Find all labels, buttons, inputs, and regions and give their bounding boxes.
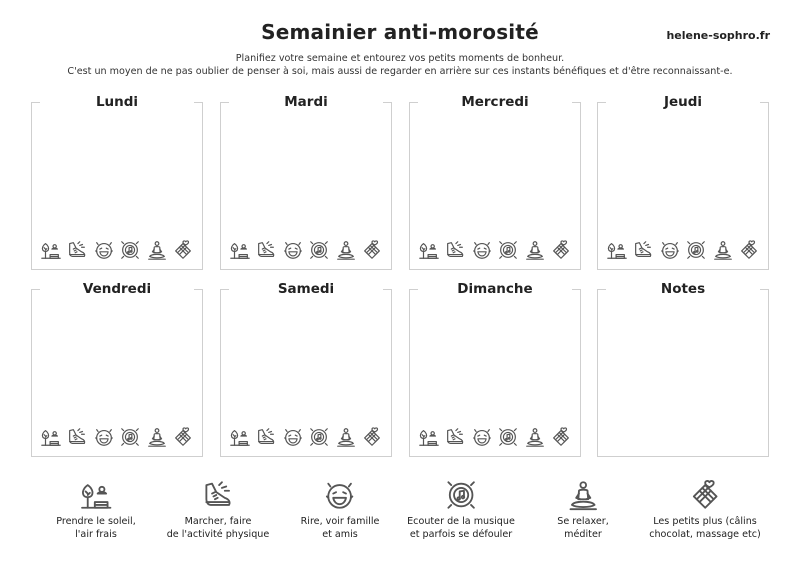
subtitle-line-1: Planifiez votre semaine et entourez vos petits moments de bonheur. <box>235 53 565 64</box>
legend-line-1: Prendre le soleil, <box>56 516 136 527</box>
meditation-icon <box>566 478 600 512</box>
day-box-vendredi[interactable] <box>31 281 203 457</box>
running-shoe-icon[interactable] <box>632 239 654 261</box>
day-label: Mercredi <box>461 94 529 110</box>
laughing-face-icon[interactable] <box>471 239 493 261</box>
day-label: Notes <box>660 281 706 297</box>
sun-tree-icon[interactable] <box>40 239 62 261</box>
legend-line-2: et parfois se défouler <box>409 529 513 540</box>
legend-item <box>167 478 270 541</box>
day-label: Dimanche <box>457 281 533 297</box>
laughing-face-icon[interactable] <box>282 239 304 261</box>
activity-icons <box>418 239 572 261</box>
legend-item <box>557 478 609 541</box>
sun-tree-icon[interactable] <box>229 426 251 448</box>
chocolate-icon[interactable] <box>738 239 760 261</box>
sun-tree-icon[interactable] <box>229 239 251 261</box>
day-label: Lundi <box>95 94 139 110</box>
music-record-icon[interactable] <box>308 239 330 261</box>
day-box-mardi[interactable] <box>220 94 392 270</box>
meditation-icon[interactable] <box>146 239 168 261</box>
subtitle-line-2: C'est un moyen de ne pas oublier de penser à soi, mais aussi de regarder en arrière sur ces instants bénéfiques et d'être reconnaissant-e. <box>67 66 733 77</box>
activity-icons <box>229 426 383 448</box>
sun-tree-icon <box>79 478 113 512</box>
chocolate-icon[interactable] <box>172 239 194 261</box>
legend-line-2: et amis <box>322 529 358 540</box>
sun-tree-icon[interactable] <box>418 239 440 261</box>
sun-tree-icon[interactable] <box>40 426 62 448</box>
chocolate-icon[interactable] <box>172 426 194 448</box>
meditation-icon[interactable] <box>335 239 357 261</box>
music-record-icon <box>444 478 478 512</box>
day-label: Jeudi <box>663 94 703 110</box>
laughing-face-icon[interactable] <box>282 426 304 448</box>
music-record-icon[interactable] <box>308 426 330 448</box>
activity-icons <box>40 426 194 448</box>
laughing-face-icon[interactable] <box>659 239 681 261</box>
running-shoe-icon[interactable] <box>444 426 466 448</box>
chocolate-icon <box>688 478 722 512</box>
meditation-icon[interactable] <box>524 426 546 448</box>
chocolate-icon[interactable] <box>550 239 572 261</box>
legend-item <box>649 478 761 541</box>
activity-icons <box>606 239 760 261</box>
laughing-face-icon[interactable] <box>93 239 115 261</box>
running-shoe-icon[interactable] <box>444 239 466 261</box>
legend-line-1: Se relaxer, <box>557 516 609 527</box>
activity-icons <box>229 239 383 261</box>
legend-line-2: l'air frais <box>75 529 117 540</box>
day-label: Mardi <box>284 94 328 110</box>
chocolate-icon[interactable] <box>550 426 572 448</box>
day-box-samedi[interactable] <box>220 281 392 457</box>
day-label: Vendredi <box>82 281 152 297</box>
chocolate-icon[interactable] <box>361 239 383 261</box>
laughing-face-icon[interactable] <box>93 426 115 448</box>
day-box-lundi[interactable] <box>31 94 203 270</box>
running-shoe-icon <box>201 478 235 512</box>
day-box-mercredi[interactable] <box>409 94 581 270</box>
music-record-icon[interactable] <box>685 239 707 261</box>
legend-line-2: de l'activité physique <box>166 529 270 540</box>
legend-line-1: Ecouter de la musique <box>407 516 515 527</box>
meditation-icon[interactable] <box>712 239 734 261</box>
meditation-icon[interactable] <box>146 426 168 448</box>
running-shoe-icon[interactable] <box>66 426 88 448</box>
music-record-icon[interactable] <box>119 239 141 261</box>
page-title: Semainier anti-morosité <box>261 20 539 44</box>
music-record-icon[interactable] <box>119 426 141 448</box>
laughing-face-icon[interactable] <box>471 426 493 448</box>
sun-tree-icon[interactable] <box>606 239 628 261</box>
day-box-jeudi[interactable] <box>597 94 769 270</box>
day-label: Samedi <box>277 281 335 297</box>
legend-line-2: chocolat, massage etc) <box>649 529 761 540</box>
activity-icons <box>418 426 572 448</box>
meditation-icon[interactable] <box>524 239 546 261</box>
legend-line-1: Les petits plus (câlins <box>653 516 757 527</box>
day-box-notes[interactable] <box>597 281 769 457</box>
music-record-icon[interactable] <box>497 239 519 261</box>
legend-line-2: méditer <box>564 529 602 540</box>
chocolate-icon[interactable] <box>361 426 383 448</box>
legend-line-1: Rire, voir famille <box>300 516 380 527</box>
day-box-dimanche[interactable] <box>409 281 581 457</box>
laughing-face-icon <box>323 478 357 512</box>
running-shoe-icon[interactable] <box>255 239 277 261</box>
legend-line-1: Marcher, faire <box>184 516 252 527</box>
running-shoe-icon[interactable] <box>66 239 88 261</box>
running-shoe-icon[interactable] <box>255 426 277 448</box>
activity-icons <box>40 239 194 261</box>
legend-item <box>56 478 136 541</box>
site-url: helene-sophro.fr <box>666 29 770 42</box>
meditation-icon[interactable] <box>335 426 357 448</box>
sun-tree-icon[interactable] <box>418 426 440 448</box>
legend-item <box>407 478 515 541</box>
music-record-icon[interactable] <box>497 426 519 448</box>
legend-item <box>301 478 380 541</box>
